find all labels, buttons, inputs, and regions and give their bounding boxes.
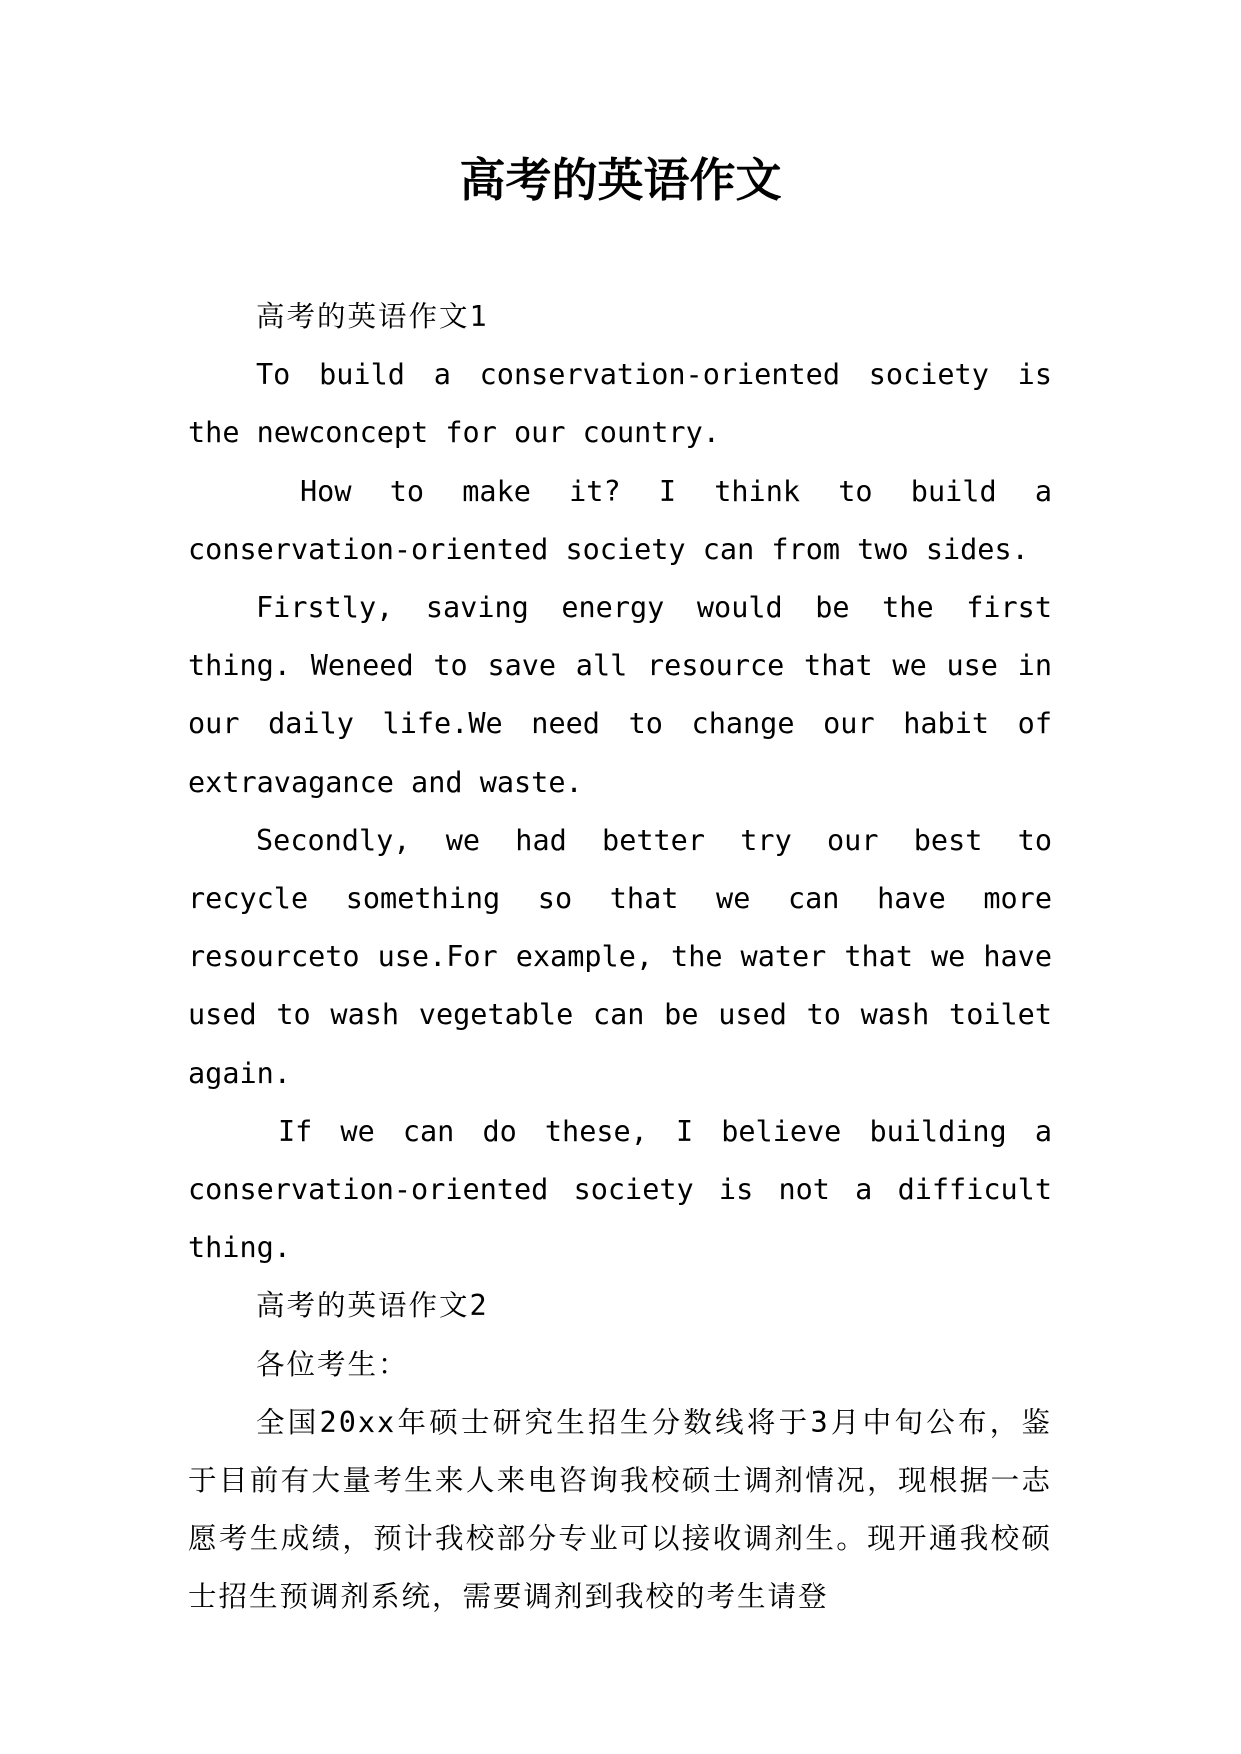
paragraph: To build a conservation-oriented society is the newconcept for our country. bbox=[188, 358, 1052, 450]
paragraph: Secondly, we had better try our best to recycle something so that we can have more resourceto use.For example, the water that we have used to wash vegetable can be used to wash toilet again. bbox=[188, 823, 1052, 1090]
salutation: 各位考生： bbox=[256, 1347, 409, 1381]
document-title: 高考的英语作文 bbox=[459, 153, 782, 207]
document-body bbox=[188, 288, 1052, 1627]
paragraph: How to make it? I think to build a conservation-oriented society can from two sides. bbox=[188, 474, 1052, 566]
paragraph: If we can do these, I believe building a conservation-oriented society is not a difficult thing. bbox=[188, 1114, 1052, 1265]
paragraph: Firstly, saving energy would be the first thing. Weneed to save all resource that we use in our daily life.We need to change our habit of extravagance and waste. bbox=[188, 591, 1052, 799]
section-heading-1: 高考的英语作文1 bbox=[256, 300, 489, 333]
paragraph: 全国20xx年硕士研究生招生分数线将于3月中旬公布，鉴于目前有大量考生来人来电咨询我校硕士调剂情况，现根据一志愿考生成绩，预计我校部分专业可以接收调剂生。现开通我校硕士招生预调剂系统，需要调剂到我校的考生请登 bbox=[188, 1405, 1052, 1614]
section-heading-2: 高考的英语作文2 bbox=[256, 1289, 489, 1323]
